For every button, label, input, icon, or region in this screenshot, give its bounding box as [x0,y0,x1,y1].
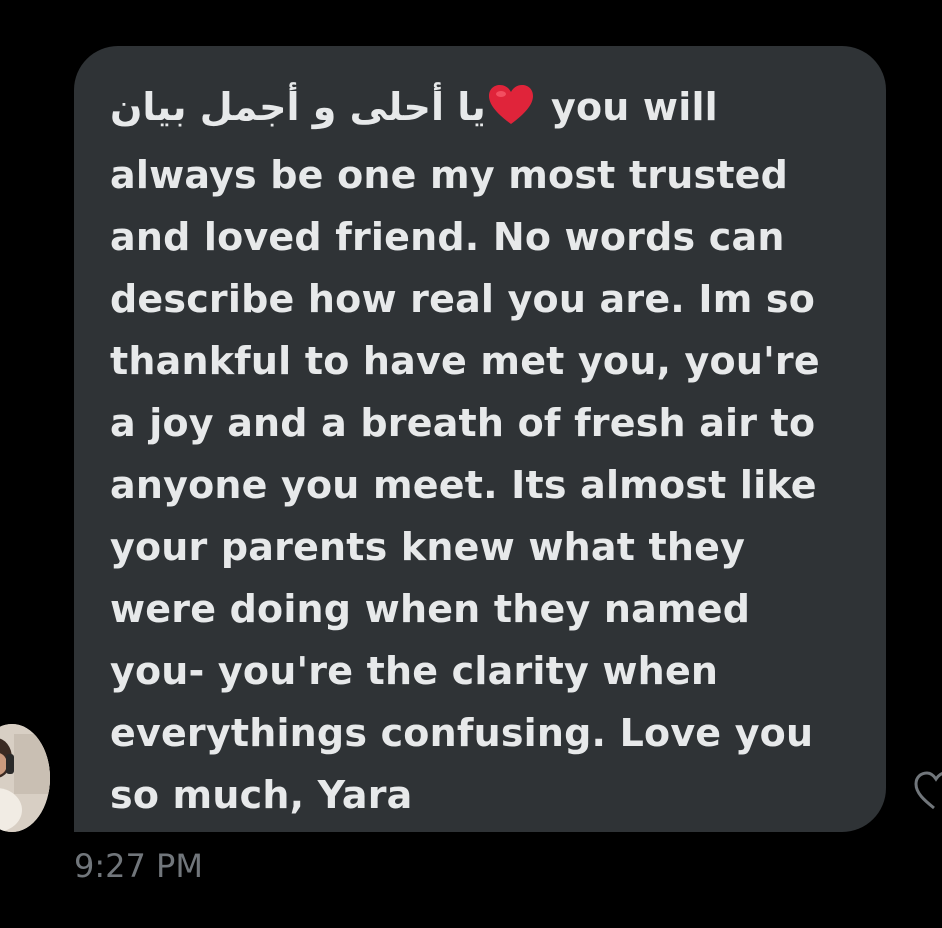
message-text [110,76,850,826]
message-timestamp: 9:27 PM [74,847,203,885]
react-heart-svg [912,768,942,812]
message-line: so much, Yara [110,773,413,817]
message-line: you- you're the clarity when [110,649,719,693]
message-line: anyone you meet. Its almost like [110,463,817,507]
message-line-1-tail: you will [550,85,718,129]
message-line: describe how real you are. Im so [110,277,816,321]
message-line: were doing when they named [110,587,751,631]
message-line: always be one my most trusted [110,153,789,197]
message-line: thankful to have met you, you're [110,339,820,383]
avatar-photo [0,724,50,832]
heart-emoji-icon [488,82,534,144]
message-line: your parents knew what they [110,525,746,569]
sender-avatar[interactable] [0,724,50,832]
message-line: everythings confusing. Love you [110,711,814,755]
message-line-1 [110,76,850,144]
message-line: and loved friend. No words can [110,215,785,259]
heart-outline-icon[interactable] [912,768,942,816]
heart-emoji-svg [488,84,534,126]
arabic-text: يا أحلى و أجمل بيان [110,85,486,129]
message-line: a joy and a breath of fresh air to [110,401,816,445]
